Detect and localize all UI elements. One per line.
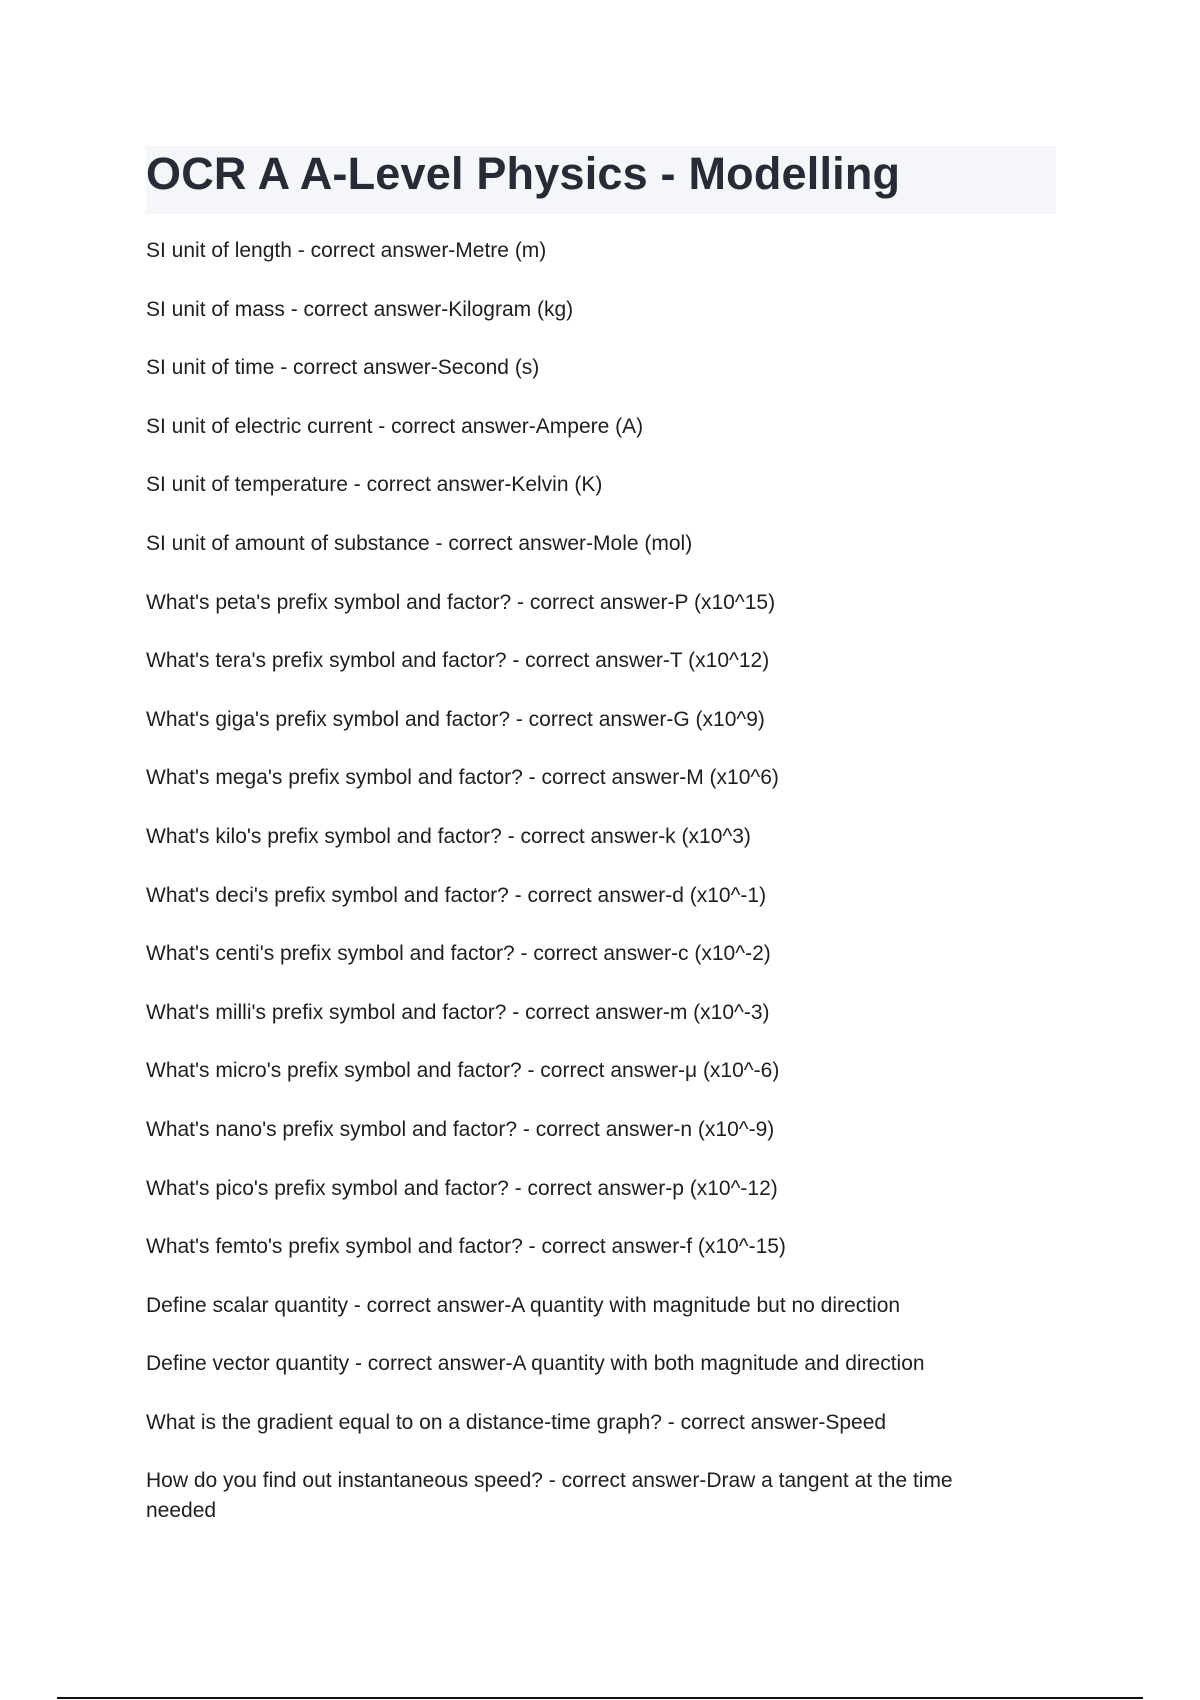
- qa-item: SI unit of amount of substance - correct answer-Mole (mol): [146, 531, 693, 555]
- qa-item: What's femto's prefix symbol and factor? - correct answer-f (x10^-15): [146, 1235, 786, 1259]
- qa-item: How do you find out instantaneous speed? - correct answer-Draw a tangent at the time needed: [146, 1469, 953, 1523]
- qa-item: What's deci's prefix symbol and factor? - correct answer-d (x10^-1): [146, 883, 767, 907]
- qa-item: SI unit of electric current - correct answer-Ampere (A): [146, 414, 644, 438]
- qa-item: What's tera's prefix symbol and factor? - correct answer-T (x10^12): [146, 649, 770, 673]
- qa-item: Define vector quantity - correct answer-A quantity with both magnitude and direction: [146, 1352, 925, 1376]
- qa-item: What's pico's prefix symbol and factor? - correct answer-p (x10^-12): [146, 1176, 778, 1200]
- footer-divider: [57, 1697, 1143, 1699]
- qa-item: What's milli's prefix symbol and factor? - correct answer-m (x10^-3): [146, 1000, 770, 1024]
- page-title: OCR A A-Level Physics - Modelling: [146, 148, 901, 199]
- qa-item: What's peta's prefix symbol and factor? - correct answer-P (x10^15): [146, 590, 776, 614]
- qa-item: What's kilo's prefix symbol and factor? - correct answer-k (x10^3): [146, 824, 751, 848]
- qa-item: SI unit of mass - correct answer-Kilogram (kg): [146, 297, 574, 321]
- qa-item: SI unit of length - correct answer-Metre (m): [146, 239, 547, 262]
- qa-item: What's nano's prefix symbol and factor? - correct answer-n (x10^-9): [146, 1117, 775, 1141]
- qa-item: SI unit of time - correct answer-Second (s): [146, 356, 540, 380]
- qa-item: What is the gradient equal to on a distance-time graph? - correct answer-Speed: [146, 1410, 887, 1434]
- qa-item: What's mega's prefix symbol and factor? - correct answer-M (x10^6): [146, 766, 779, 790]
- qa-list: [146, 236, 1026, 1555]
- qa-item: What's giga's prefix symbol and factor? - correct answer-G (x10^9): [146, 707, 765, 731]
- qa-item: Define scalar quantity - correct answer-A quantity with magnitude but no direction: [146, 1293, 901, 1317]
- qa-item: What's centi's prefix symbol and factor? - correct answer-c (x10^-2): [146, 942, 771, 966]
- qa-item: What's micro's prefix symbol and factor? - correct answer-μ (x10^-6): [146, 1059, 780, 1083]
- qa-item: SI unit of temperature - correct answer-Kelvin (K): [146, 473, 603, 497]
